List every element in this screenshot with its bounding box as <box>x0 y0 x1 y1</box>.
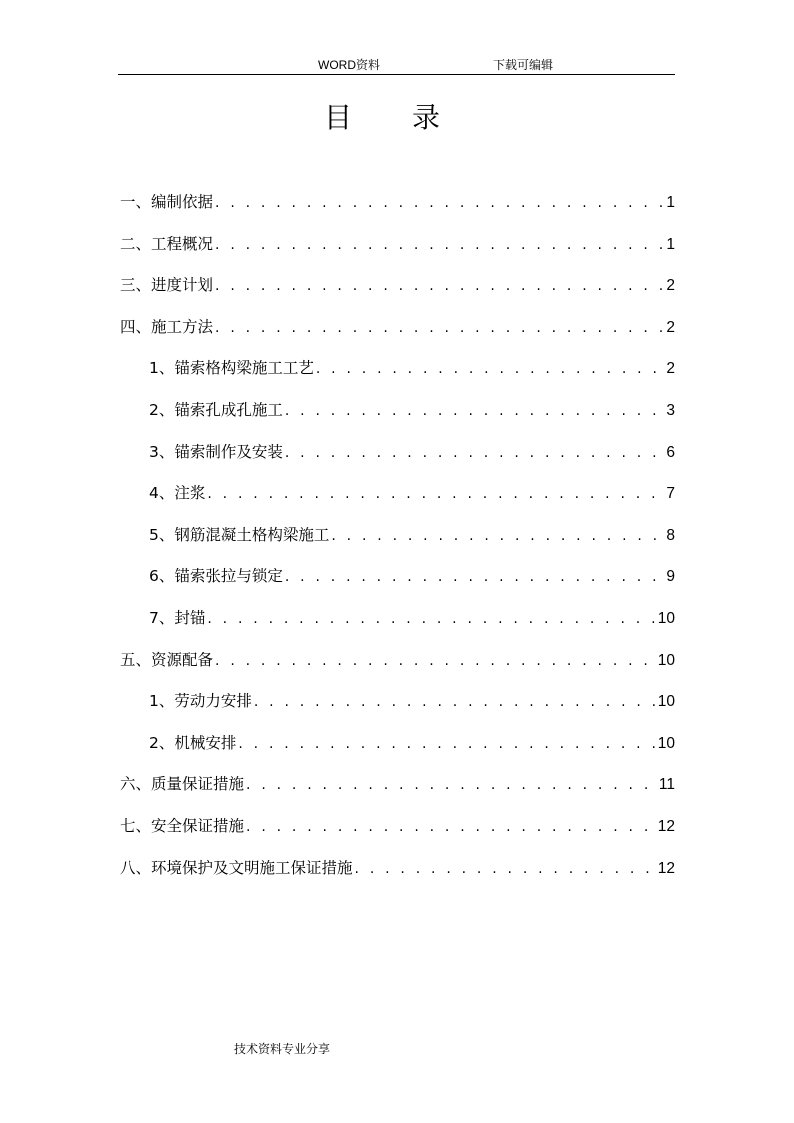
header-right-text: 下载可编辑 <box>493 58 554 72</box>
toc-entry-label: 六、质量保证措施 <box>120 775 245 794</box>
toc-entry-page: 10 <box>657 734 675 752</box>
toc-entry-page: 10 <box>657 693 675 711</box>
toc-leader-dots <box>355 861 656 877</box>
toc-leader-dots <box>246 777 657 793</box>
toc-leader-dots <box>238 736 655 752</box>
toc-entry-label: 5、钢筋混凝土格构梁施工 <box>149 525 330 544</box>
page-title: 目录 <box>323 101 500 134</box>
toc-entry-page: 8 <box>666 526 675 544</box>
toc-entry-label: 一、编制依据 <box>120 193 214 211</box>
toc-leader-dots <box>316 361 665 377</box>
page-footer: 技术资料专业分享 <box>234 1042 331 1056</box>
header-left-text: WORD资料 <box>318 58 380 72</box>
toc-leader-dots <box>215 237 664 253</box>
toc-leader-dots <box>285 569 665 585</box>
toc-entry[interactable] <box>120 315 675 357</box>
toc-entry[interactable] <box>120 689 675 731</box>
toc-entry-label: 五、资源配备 <box>120 650 214 669</box>
toc-entry[interactable] <box>120 772 675 814</box>
toc-entry-label: 七、安全保证措施 <box>120 816 245 835</box>
table-of-contents <box>120 190 675 897</box>
toc-entry-page: 10 <box>657 609 675 627</box>
toc-leader-dots <box>285 445 665 461</box>
toc-leader-dots <box>246 819 656 835</box>
toc-entry[interactable] <box>120 606 675 648</box>
toc-entry-label: 八、环境保护及文明施工保证措施 <box>120 858 353 877</box>
toc-entry-page: 1 <box>666 235 675 253</box>
toc-entry[interactable] <box>120 440 675 482</box>
toc-entry-page: 7 <box>666 485 675 503</box>
toc-leader-dots <box>215 278 664 294</box>
toc-entry[interactable] <box>120 564 675 606</box>
toc-leader-dots <box>207 486 664 502</box>
toc-leader-dots <box>254 694 656 710</box>
toc-entry-page: 12 <box>657 859 675 877</box>
toc-entry-label: 7、封锚 <box>149 608 206 627</box>
toc-leader-dots <box>285 403 665 419</box>
toc-entry-page: 9 <box>666 568 675 586</box>
toc-entry-page: 1 <box>666 194 675 211</box>
toc-leader-dots <box>215 653 656 669</box>
toc-leader-dots <box>215 320 664 336</box>
toc-leader-dots <box>215 195 664 211</box>
toc-entry-page: 2 <box>666 277 675 295</box>
toc-entry-label: 三、进度计划 <box>120 276 214 295</box>
toc-entry-label: 3、锚索制作及安装 <box>149 442 283 461</box>
toc-entry-label: 二、工程概况 <box>120 234 214 253</box>
toc-leader-dots <box>207 611 655 627</box>
toc-entry[interactable] <box>120 814 675 856</box>
toc-entry-page: 10 <box>657 651 675 669</box>
toc-entry-label: 2、机械安排 <box>149 733 237 752</box>
toc-entry-label: 1、劳动力安排 <box>149 692 252 711</box>
toc-entry[interactable] <box>120 731 675 773</box>
toc-entry-page: 3 <box>666 401 675 419</box>
toc-entry[interactable] <box>120 190 675 232</box>
toc-entry[interactable] <box>120 232 675 274</box>
toc-entry[interactable] <box>120 856 675 898</box>
toc-entry-label: 四、施工方法 <box>120 317 214 336</box>
toc-entry[interactable] <box>120 356 675 398</box>
toc-entry[interactable] <box>120 398 675 440</box>
page-header <box>118 56 675 75</box>
toc-entry-label: 2、锚索孔成孔施工 <box>149 400 283 419</box>
toc-entry-page: 12 <box>657 817 675 835</box>
toc-entry-page: 6 <box>666 443 675 461</box>
toc-entry[interactable] <box>120 273 675 315</box>
toc-entry[interactable] <box>120 523 675 565</box>
toc-entry-page: 2 <box>666 318 675 336</box>
toc-entry-label: 1、锚索格构梁施工工艺 <box>149 359 314 378</box>
toc-leader-dots <box>331 528 664 544</box>
toc-entry-label: 4、注浆 <box>149 484 206 503</box>
toc-entry-page: 2 <box>666 360 675 378</box>
toc-entry-label: 6、锚索张拉与锁定 <box>149 567 283 586</box>
toc-entry[interactable] <box>120 648 675 690</box>
toc-entry[interactable] <box>120 481 675 523</box>
toc-entry-page: 11 <box>658 776 675 794</box>
